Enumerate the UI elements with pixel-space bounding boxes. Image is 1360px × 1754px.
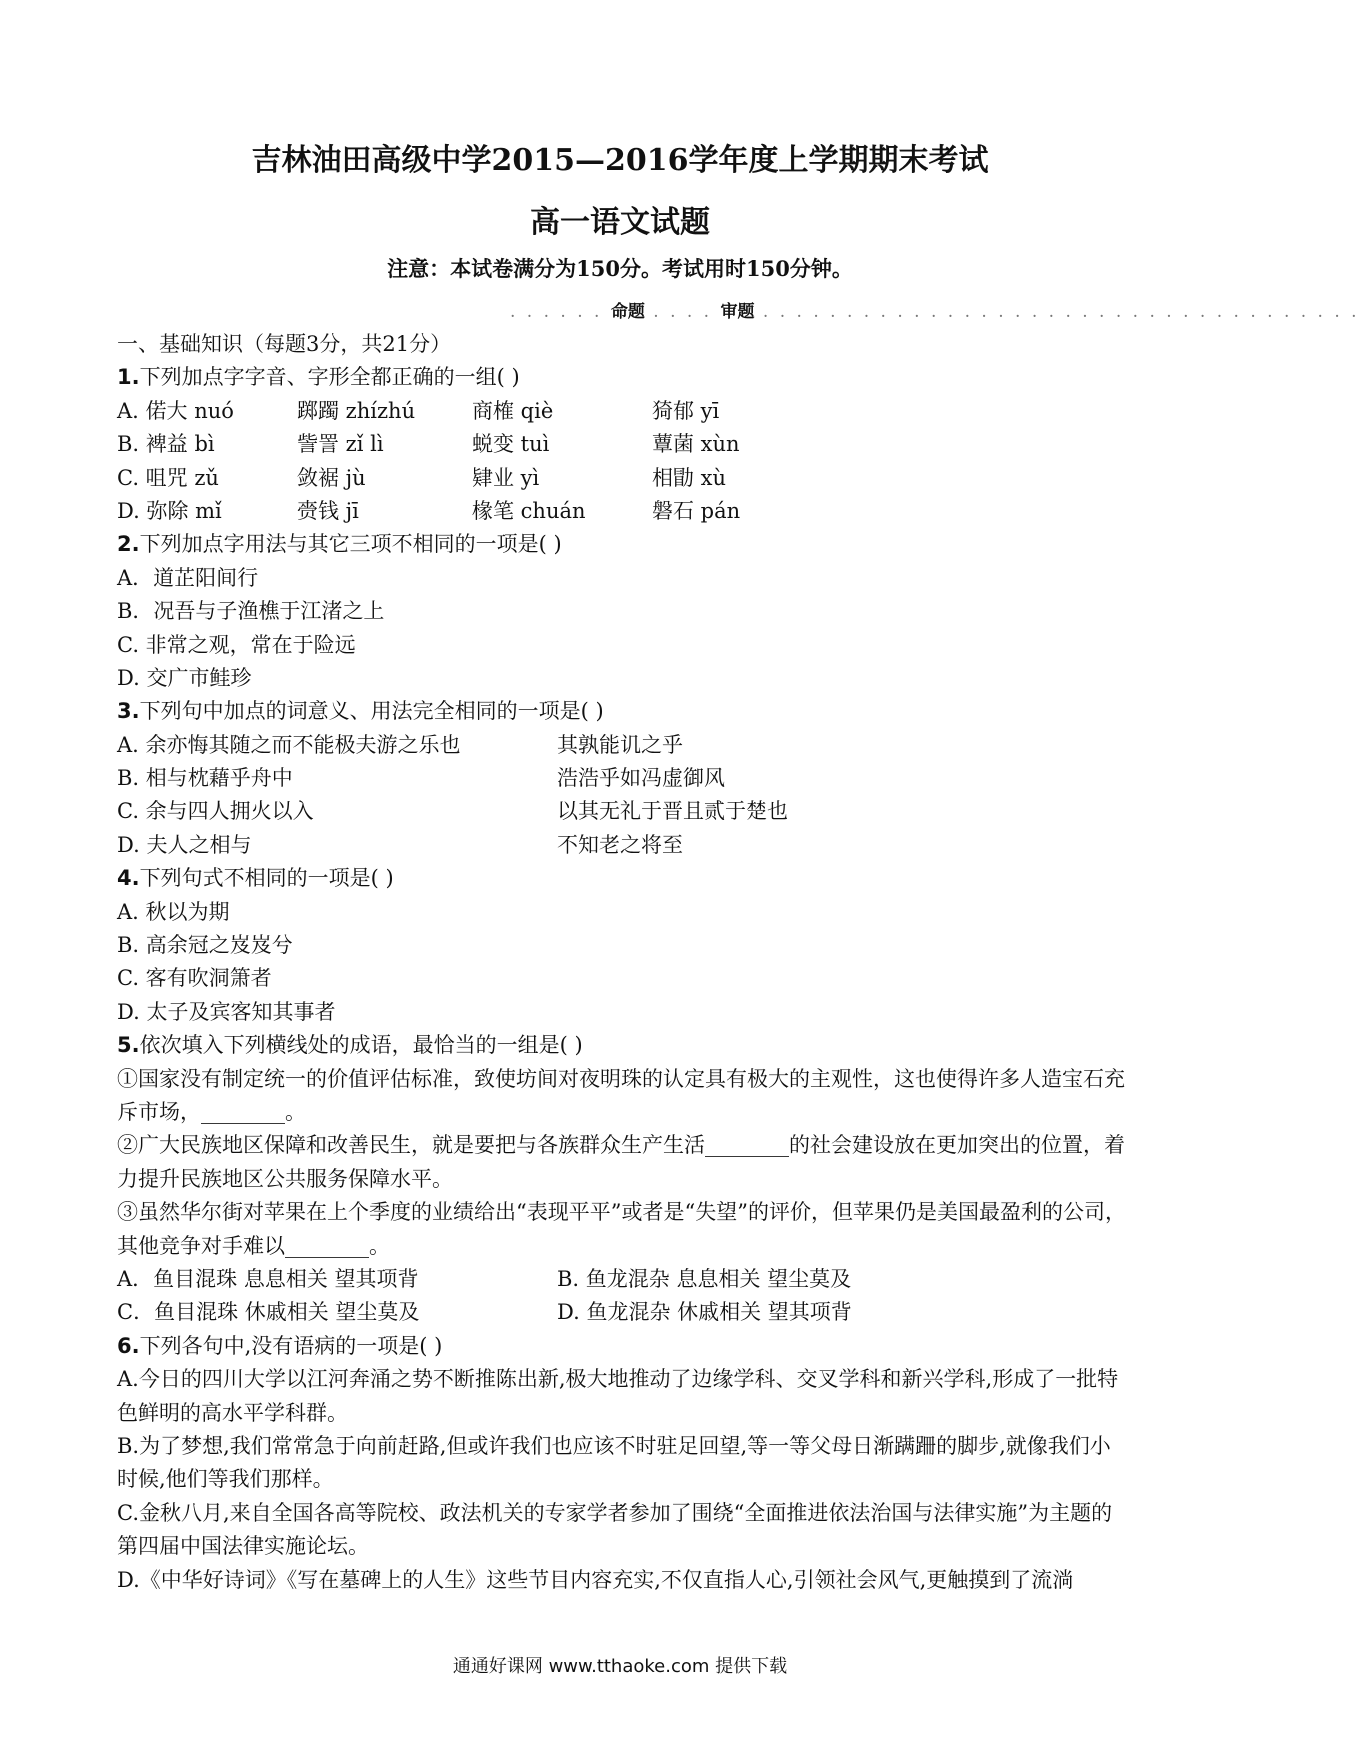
question-2-stem	[117, 528, 1127, 561]
q5-option-d: D. 鱼龙混杂 休戚相关 望其项背	[557, 1300, 852, 1325]
q3-row-b	[117, 762, 1127, 795]
q5-option-a: A．鱼目混珠 息息相关 望其项背	[117, 1267, 419, 1292]
q1-option-a4: 猗郁 yī	[652, 398, 720, 423]
question-number: 6.	[117, 1333, 140, 1358]
byline-dots: . . . . . . . . . . . . . . . . . . . . . . . . . . . . . . . . . . . .	[754, 302, 1360, 322]
question-number: 3.	[117, 699, 140, 724]
question-text: 下列各句中,没有语病的一项是( )	[139, 1333, 443, 1358]
question-number: 1.	[117, 365, 140, 390]
q1-option-b1: B. 裨益 bì	[117, 432, 215, 457]
byline-dots: . . . .	[644, 302, 721, 322]
q1-row-a	[117, 395, 1127, 428]
q1-option-b3: 蜕变 tuì	[472, 432, 550, 457]
q3-row-c	[117, 795, 1127, 828]
q1-option-d4: 磐石 pán	[652, 498, 741, 523]
exam-body	[117, 328, 1127, 1597]
question-number: 2.	[117, 532, 140, 557]
byline-setter: 命题	[610, 302, 645, 322]
q2-option-c: C. 非常之观，常在于险远	[117, 632, 356, 657]
q1-row-c	[117, 462, 1127, 495]
question-4-stem	[117, 862, 1127, 895]
q3-row-d	[117, 829, 1127, 862]
q4-option-b: B. 高余冠之岌岌兮	[117, 933, 293, 958]
q1-row-d	[117, 495, 1127, 528]
q1-option-b2: 訾詈 zǐ lì	[297, 432, 384, 457]
q1-option-c1: C. 咀咒 zǔ	[117, 465, 219, 490]
q3-option-b-left: B. 相与枕藉乎舟中	[117, 766, 293, 791]
q6-option-d: D.《中华好诗词》《写在墓碑上的人生》这些节目内容充实,不仅直指人心,引领社会风气,更触摸到了流淌	[117, 1567, 1074, 1592]
q4-option-c: C. 客有吹洞箫者	[117, 966, 272, 991]
q1-option-a1: A. 偌大 nuó	[117, 398, 234, 423]
q1-option-d2: 赍钱 jī	[297, 498, 359, 523]
q2-option-b: B．况吾与子渔樵于江渚之上	[117, 599, 385, 624]
question-text: 下列加点字字音、字形全都正确的一组( )	[139, 365, 520, 390]
q6-option-a: A.今日的四川大学以江河奔涌之势不断推陈出新,极大地推动了边缘学科、交叉学科和新兴学科,形成了一批特色鲜明的高水平学科群。	[117, 1367, 1119, 1425]
q3-option-c-right: 以其无礼于晋且贰于楚也	[557, 799, 788, 824]
q3-option-d-right: 不知老之将至	[557, 832, 683, 857]
byline-dots: . . . . . .	[510, 302, 611, 322]
q1-option-c2: 敛裾 jù	[297, 465, 366, 490]
q1-option-a3: 商榷 qiè	[472, 398, 554, 423]
byline	[510, 300, 1360, 324]
question-text: 下列句式不相同的一项是( )	[139, 866, 394, 891]
q1-row-b	[117, 428, 1127, 461]
byline-reviewer: 审题	[720, 302, 755, 322]
page-subtitle: 高一语文试题	[530, 205, 710, 240]
question-text: 下列句中加点的词意义、用法完全相同的一项是( )	[139, 699, 604, 724]
q2-option-a: A．道芷阳间行	[117, 565, 259, 590]
q1-option-c4: 相勖 xù	[652, 465, 727, 490]
question-text: 下列加点字用法与其它三项不相同的一项是( )	[139, 532, 562, 557]
question-5-stem	[117, 1029, 1127, 1062]
question-3-stem	[117, 695, 1127, 728]
question-1-stem	[117, 361, 1127, 394]
q1-option-d3: 椽笔 chuán	[472, 498, 586, 523]
q5-item-3: ③虽然华尔街对苹果在上个季度的业绩给出“表现平平”或者是“失望”的评价，但苹果仍是美国最盈利的公司，其他竞争对手难以________。	[117, 1200, 1126, 1258]
page-title: 吉林油田高级中学2015—2016学年度上学期期末考试	[251, 143, 989, 178]
q6-option-c: C.金秋八月,来自全国各高等院校、政法机关的专家学者参加了围绕“全面推进依法治国与法律实施”为主题的第四届中国法律实施论坛。	[117, 1500, 1113, 1559]
question-number: 4.	[117, 866, 140, 891]
q3-option-a-right: 其孰能讥之乎	[557, 732, 683, 757]
q1-option-d1: D. 弥除 mǐ	[117, 498, 222, 523]
q1-option-c3: 肄业 yì	[472, 465, 540, 490]
question-number: 5.	[117, 1033, 140, 1058]
q6-option-b: B.为了梦想,我们常常急于向前赶路,但或许我们也应该不时驻足回望,等一等父母日渐蹒跚的脚步,就像我们小时候,他们等我们那样。	[117, 1434, 1111, 1492]
exam-notice: 注意：本试卷满分为150分。考试用时150分钟。	[387, 256, 853, 281]
q5-row-ab	[117, 1263, 1127, 1296]
q5-item-2: ②广大民族地区保障和改善民生，就是要把与各族群众生产生活________的社会建设放在更加突出的位置，着力提升民族地区公共服务保障水平。	[117, 1133, 1125, 1191]
page-footer: 通通好课网 www.tthaoke.com 提供下载	[452, 1656, 788, 1677]
q2-option-d: D. 交广市鲑珍	[117, 665, 252, 690]
q4-option-d: D. 太子及宾客知其事者	[117, 999, 336, 1024]
section-heading: 一、基础知识（每题3分，共21分）	[117, 332, 452, 356]
q3-option-d-left: D. 夫人之相与	[117, 832, 252, 857]
q5-option-b: B. 鱼龙混杂 息息相关 望尘莫及	[557, 1267, 852, 1292]
q1-option-b4: 蕈菌 xùn	[652, 432, 740, 457]
q4-option-a: A. 秋以为期	[117, 899, 230, 924]
question-6-stem	[117, 1330, 1127, 1363]
q3-row-a	[117, 729, 1127, 762]
q1-option-a2: 踯躅 zhízhú	[297, 398, 416, 423]
q5-row-cd	[117, 1296, 1127, 1329]
question-text: 依次填入下列横线处的成语，最恰当的一组是( )	[139, 1033, 583, 1058]
q3-option-b-right: 浩浩乎如冯虚御风	[557, 766, 725, 791]
q3-option-c-left: C. 余与四人拥火以入	[117, 799, 314, 824]
q5-option-c: C．鱼目混珠 休戚相关 望尘莫及	[117, 1300, 420, 1325]
q5-item-1: ①国家没有制定统一的价值评估标准，致使坊间对夜明珠的认定具有极大的主观性，这也使得许多人造宝石充斥市场，________。	[117, 1066, 1125, 1124]
q3-option-a-left: A. 余亦悔其随之而不能极夫游之乐也	[117, 732, 461, 757]
